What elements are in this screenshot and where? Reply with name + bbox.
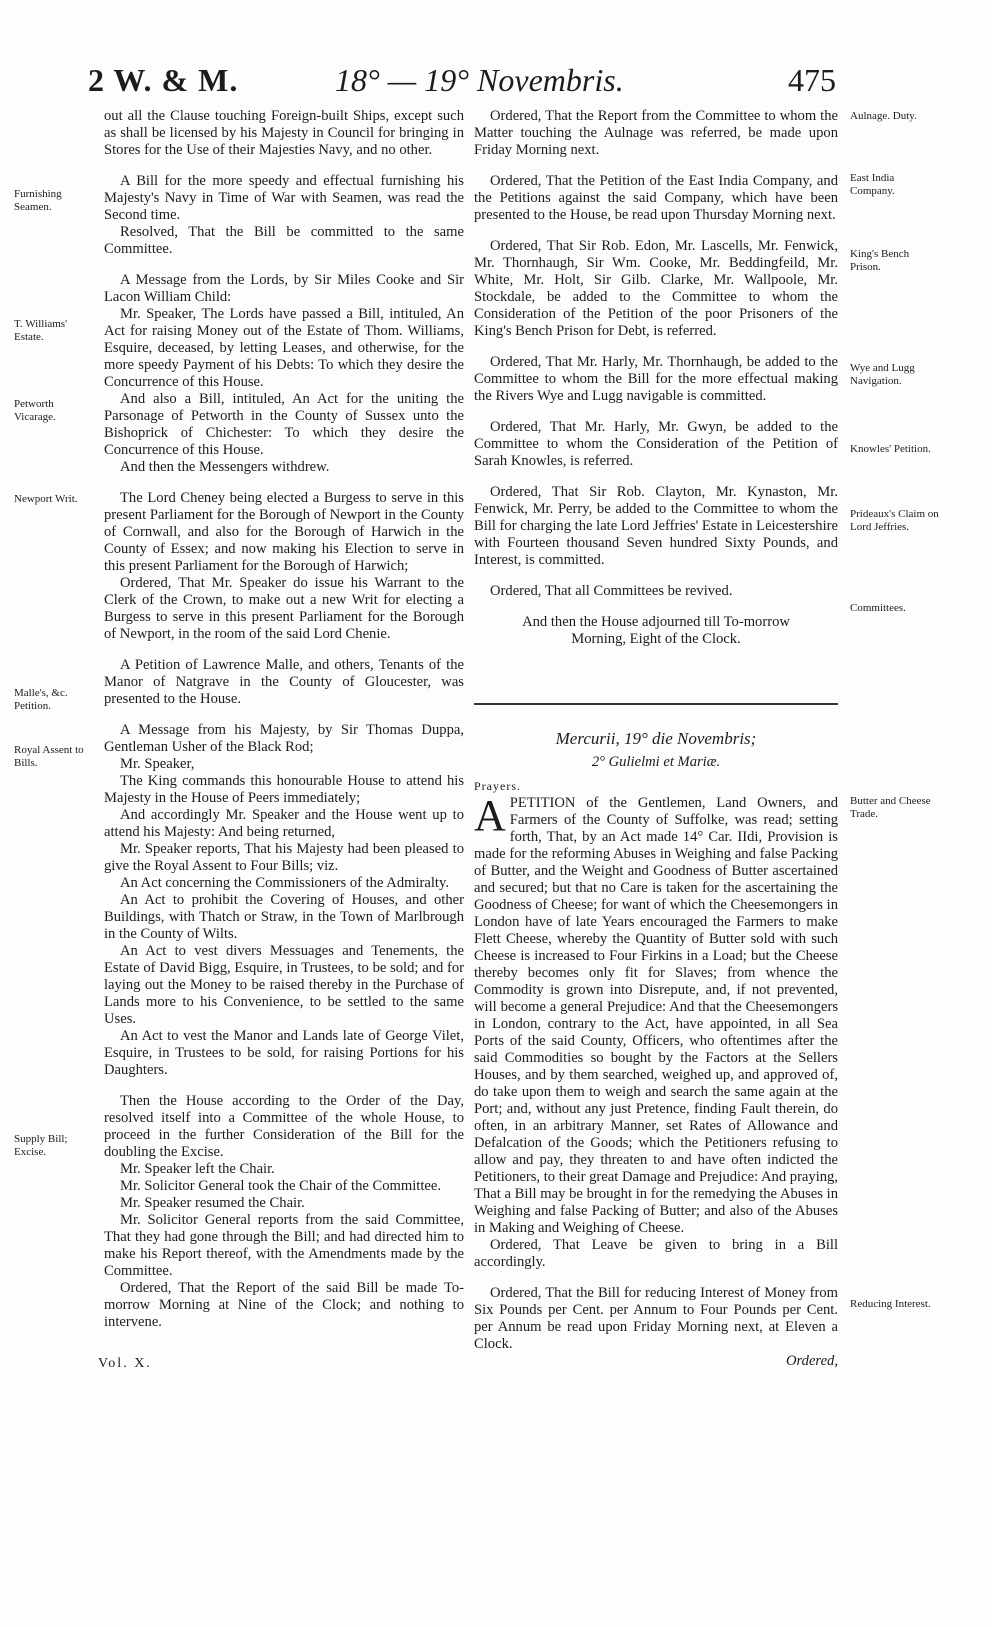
catchword: Ordered, (785, 1353, 838, 1369)
paragraph: out all the Clause touching Foreign-built Ships, except such as shall be licensed by his Majesty in Council for bringing in Stores for the Use of their Majesties Navy, and no other. (104, 108, 464, 158)
margin-note: Malle's, &c. Petition. (14, 687, 68, 712)
margin-note: East India Company. (850, 172, 895, 197)
paragraph: Mr. Speaker, The Lords have passed a Bill, intituled, An Act for raising Money out of the Estate of Thom. Williams, Esquire, deceased, by letting Leases, and otherwise, for the more speedy Payment of his Debts: To which they desire the Concurrence of this House. (104, 306, 464, 390)
paragraph: Ordered, That Leave be given to bring in a Bill accordingly. (474, 1237, 838, 1270)
margin-note: Prideaux's Claim on Lord Jeffries. (850, 508, 939, 533)
margin-note: Committees. (850, 602, 906, 614)
paragraph: An Act to vest divers Messuages and Tenements, the Estate of David Bigg, Esquire, in Trustees, to be sold; and for laying out the Money to be raised thereby in the Purchase of Lands more to his Convenience, to be settled to the same Uses. (104, 943, 464, 1027)
paragraph: Ordered, That Mr. Harly, Mr. Thornhaugh, be added to the Committee to whom the Bill for the more effectual making the Rivers Wye and Lugg navigable is committed. (474, 354, 838, 404)
paragraph: The Lord Cheney being elected a Burgess to serve in this present Parliament for the Borough of Newport in the County of Cornwall, and also for the Borough of Harwich in the County of Essex; and now making his Election to serve in this present Parliament for the Borough of Harwich; (104, 490, 464, 574)
paragraph: Ordered, That the Bill for reducing Interest of Money from Six Pounds per Cent. per Annum to Four Pounds per Cent. per Annum be read upon Friday Morning next, at Eleven a Clock. (474, 1285, 838, 1352)
paragraph: And accordingly Mr. Speaker and the House went up to attend his Majesty: And being returned, (104, 807, 464, 840)
section-rule (474, 703, 838, 705)
margin-note: Butter and Cheese Trade. (850, 795, 931, 820)
paragraph: Ordered, That the Report from the Committee to whom the Matter touching the Aulnage was referred, be made upon Friday Morning next. (474, 108, 838, 158)
margin-note: T. Williams' Estate. (14, 318, 68, 343)
drop-cap: A (474, 791, 506, 840)
paragraph: Mr. Solicitor General took the Chair of the Committee. (120, 1178, 441, 1194)
margin-note: Wye and Lugg Navigation. (850, 362, 915, 387)
margin-note: Aulnage. Duty. (850, 110, 917, 122)
right-column (474, 108, 838, 648)
paragraph: A Message from the Lords, by Sir Miles Cooke and Sir Lacon William Child: (104, 272, 464, 305)
regnal-header: 2 W. & M. (88, 62, 239, 98)
paragraph: Mr. Solicitor General reports from the said Committee, That they had gone through the Bill; and had directed him to make his Report thereof, with the Amendments made by the Committee. (104, 1212, 464, 1279)
margin-note: King's Bench Prison. (850, 248, 910, 273)
margin-note: Furnishing Seamen. (14, 188, 62, 213)
paragraph: Mr. Speaker resumed the Chair. (120, 1195, 305, 1211)
paragraph: And then the Messengers withdrew. (120, 459, 330, 475)
paragraph: Ordered, That Mr. Harly, Mr. Gwyn, be added to the Committee to whom the Consideration of the Petition of Sarah Knowles, is referred. (474, 419, 838, 469)
paragraph: An Act to prohibit the Covering of Houses, and other Buildings, with Thatch or Straw, in the Town of Marlbrough in the County of Wilts. (104, 892, 464, 942)
date-header: 18° — 19° Novembris. (335, 62, 624, 98)
day-heading: Mercurii, 19° die Novembris; (555, 729, 757, 748)
paragraph: Mr. Speaker reports, That his Majesty had been pleased to give the Royal Assent to Four Bills; viz. (104, 841, 464, 874)
paragraph: A Petition of Lawrence Malle, and others, Tenants of the Manor of Natgrave in the County of Gloucester, was presented to the House. (104, 657, 464, 707)
paragraph: Ordered, That the Report of the said Bill be made To-morrow Morning at Nine of the Clock; and nothing to intervene. (104, 1280, 464, 1330)
prayers: Prayers. (474, 779, 521, 793)
margin-note: Petworth Vicarage. (14, 398, 56, 423)
page-header (0, 62, 992, 112)
paragraph: An Act to vest the Manor and Lands late of George Vilet, Esquire, in Trustees to be sold, for raising Portions for his Daughters. (104, 1028, 464, 1078)
margin-note: Knowles' Petition. (850, 443, 931, 455)
left-column (104, 108, 464, 1331)
paragraph: And also a Bill, intituled, An Act for the uniting the Parsonage of Petworth in the County of Sussex unto the Bishoprick of Chichester: To which they desire the Concurrence of this House. (104, 391, 464, 458)
regnal-year: 2° Gulielmi et Mariæ. (591, 754, 721, 770)
adjournment: And then the House adjourned till To-morrow Morning, Eight of the Clock. (522, 614, 790, 647)
paragraph: An Act concerning the Commissioners of the Admiralty. (120, 875, 449, 891)
margin-note: Newport Writ. (14, 493, 78, 505)
volume-footer: Vol. X. (98, 1356, 152, 1371)
paragraph: Resolved, That the Bill be committed to the same Committee. (104, 224, 464, 257)
paragraph: The King commands this honourable House to attend his Majesty in the House of Peers immediately; (104, 773, 464, 806)
paragraph: Ordered, That Mr. Speaker do issue his Warrant to the Clerk of the Crown, to make out a new Writ for electing a Burgess to serve in this present Parliament for the Borough of Newport, in the room of the said Lord Chenie. (104, 575, 464, 642)
margin-note: Reducing Interest. (850, 1298, 931, 1310)
paragraph: Ordered, That the Petition of the East India Company, and the Petitions against the said Company, which have been presented to the House, be read upon Thursday Morning next. (474, 173, 838, 223)
petition-text: PETITION of the Gentlemen, Land Owners, and Farmers of the County of Suffolke, was read; setting forth, That, by an Act made 14° Car. IIdi, Provision is made for the reforming Abuses in Weighing and false Packing of Butter, and the Weight and Goodness of Butter ascertained and secured; but that no Care is taken for the ascertaining the Goodness of Cheese; for want of which the Cheesemongers in London have of late Years encouraged the Farmers to make Flett Cheese, whereby the Quantity of Butter sold with such Cheese is increased to Four Firkins in a Load; but the Cheese thereby becomes only fit for Slaves; from whence the Commodity is grown into Disrepute, and, if not prevented, will become a general Prejudice: And that the Cheesemongers in London, contrary to the Act, have appointed, in all Sea Ports of the said County, Officers, who oftentimes after the said Commodities so bought by the Factors at the Sellers Houses, and by them searched, weighed up, and approved of, do take upon them to weigh and search the same again at the Port; and, without any just Pretence, finding Fault therein, do often, in an arbitrary Manner, set Rates of Allowance and Defalcation of the Goods; which the Petitioners refusing to allow and pay, they threaten to and have often indicted the Petitioners, to their great Damage and Prejudice: And praying, That a Bill may be brought in for the remedying the Abuses in Weighing and false Packing of Butter; and also of the Abuses in Making and Weighing of Cheese. (474, 795, 838, 1236)
petition-paragraph (474, 791, 838, 1237)
paragraph: Ordered, That all Committees be revived. (490, 583, 733, 599)
margin-note: Supply Bill; Excise. (14, 1133, 68, 1158)
paragraph: A Bill for the more speedy and effectual furnishing his Majesty's Navy in Time of War with Seamen, was read the Second time. (104, 173, 464, 223)
paragraph: Mr. Speaker left the Chair. (120, 1161, 275, 1177)
paragraph: A Message from his Majesty, by Sir Thomas Duppa, Gentleman Usher of the Black Rod; (104, 722, 464, 755)
page-number: 475 (788, 62, 836, 98)
paragraph: Ordered, That Sir Rob. Clayton, Mr. Kynaston, Mr. Fenwick, Mr. Perry, be added to the Committee to whom the Bill for charging the late Lord Jeffries' Estate in Leicestershire with Fourteen thousand Seven hundred Sixty Pounds, and Interest, is committed. (474, 484, 838, 568)
paragraph: Then the House according to the Order of the Day, resolved itself into a Committee of the whole House, to proceed in the further Consideration of the Bill for the doubling the Excise. (104, 1093, 464, 1160)
paragraph: Ordered, That Sir Rob. Edon, Mr. Lascells, Mr. Fenwick, Mr. Thornhaugh, Sir Wm. Cooke, Mr. Beddingfeild, Mr. White, Mr. Holt, Sir Gilb. Clarke, Mr. Wallpoole, Mr. Stockdale, be added to the Committee to whom the Consideration of the Petition of the poor Prisoners of the King's Bench Prison for Debt, is referred. (474, 238, 838, 339)
margin-note: Royal Assent to Bills. (14, 744, 84, 769)
day-section (474, 730, 838, 1370)
paragraph: Mr. Speaker, (120, 756, 195, 772)
